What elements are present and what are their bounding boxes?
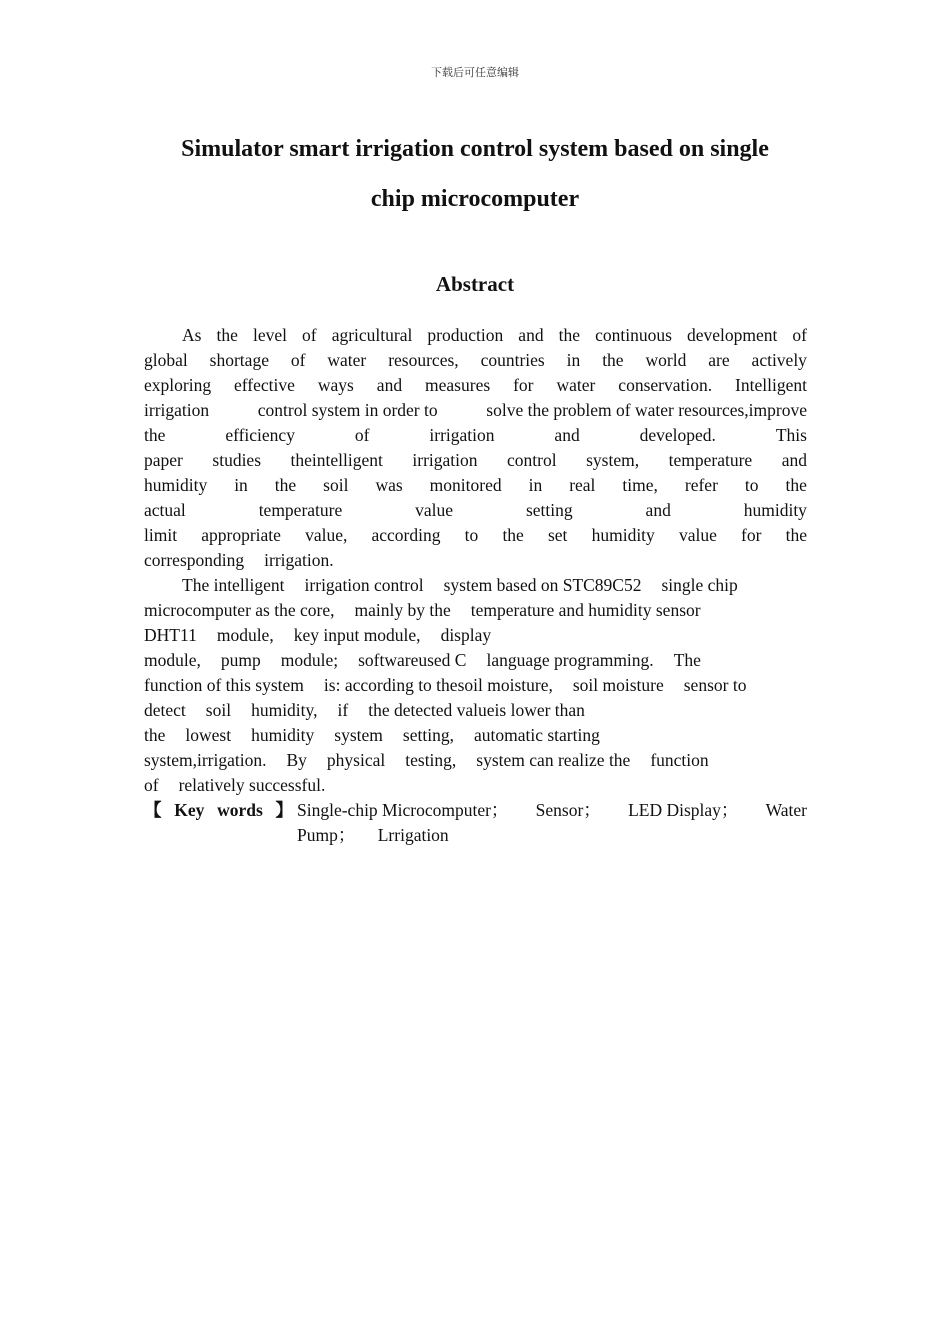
- text-segment: the: [144, 425, 166, 445]
- text-segment: single chip: [661, 575, 738, 595]
- text-segment: production: [427, 325, 504, 345]
- text-segment: agricultural: [331, 325, 413, 345]
- text-segment: and: [518, 325, 544, 345]
- text-segment: according: [371, 525, 441, 545]
- text-segment: level: [252, 325, 287, 345]
- text-segment: if: [337, 700, 349, 720]
- text-segment: the: [216, 325, 238, 345]
- text-segment: shortage: [209, 350, 269, 370]
- text-segment: and: [645, 500, 671, 520]
- text-segment: in: [234, 475, 248, 495]
- text-segment: softwareused C: [358, 650, 467, 670]
- text-segment: are: [708, 350, 730, 370]
- text-segment: lowest: [185, 725, 232, 745]
- text-segment: water: [556, 375, 596, 395]
- text-line: [144, 423, 807, 448]
- text-segment: soil: [323, 475, 349, 495]
- text-line: [144, 498, 807, 523]
- text-segment: refer: [684, 475, 718, 495]
- text-segment: was: [375, 475, 403, 495]
- keywords-label-words: words: [217, 800, 263, 820]
- text-segment: automatic starting: [473, 725, 600, 745]
- text-segment: value,: [305, 525, 348, 545]
- text-segment: effective: [234, 375, 295, 395]
- text-segment: to: [744, 475, 759, 495]
- text-segment: the: [502, 525, 524, 545]
- title-line-2: chip microcomputer: [370, 186, 580, 212]
- text-segment: setting: [525, 500, 573, 520]
- text-segment: resources,: [388, 350, 459, 370]
- keywords-label-close: 】: [275, 800, 293, 820]
- keyword: Pump；: [297, 825, 356, 845]
- text-segment: solve the problem of water resources,improve: [486, 400, 807, 420]
- text-segment: ways: [317, 375, 354, 395]
- text-segment: real: [569, 475, 596, 495]
- text-segment: the: [785, 525, 807, 545]
- text-segment: irrigation: [429, 425, 495, 445]
- text-segment: the: [602, 350, 624, 370]
- text-segment: control system in order to: [257, 400, 438, 420]
- text-segment: of: [302, 325, 317, 345]
- text-segment: system can realize the: [476, 750, 631, 770]
- text-line: [144, 473, 807, 498]
- text-line: [144, 673, 807, 698]
- text-segment: time,: [622, 475, 658, 495]
- keywords-label-key: Key: [174, 800, 205, 820]
- text-segment: humidity: [251, 725, 315, 745]
- text-segment: water: [327, 350, 367, 370]
- text-segment: temperature and humidity sensor: [470, 600, 701, 620]
- keywords-label: [144, 798, 297, 823]
- text-segment: development: [686, 325, 778, 345]
- keyword: Water: [765, 800, 807, 820]
- text-segment: control: [507, 450, 557, 470]
- text-segment: conservation.: [618, 375, 713, 395]
- text-segment: the: [785, 475, 807, 495]
- text-segment: language programming.: [486, 650, 654, 670]
- text-segment: developed.: [639, 425, 716, 445]
- text-segment: actively: [751, 350, 807, 370]
- text-segment: of: [290, 350, 306, 370]
- text-segment: sensor to: [683, 675, 747, 695]
- text-line: [144, 348, 807, 373]
- keyword: Lrrigation: [377, 825, 449, 845]
- text-line: [144, 548, 807, 573]
- text-segment: limit: [144, 525, 178, 545]
- keyword: Sensor；: [535, 800, 601, 820]
- text-line: [144, 623, 807, 648]
- text-segment: value: [415, 500, 454, 520]
- keywords-block: [144, 798, 807, 848]
- text-segment: function of this system: [144, 675, 304, 695]
- text-segment: is: according to thesoil moisture,: [323, 675, 553, 695]
- text-segment: function: [650, 750, 709, 770]
- text-segment: temperature: [668, 450, 753, 470]
- text-segment: system: [334, 725, 383, 745]
- text-segment: world: [645, 350, 687, 370]
- text-segment: for: [741, 525, 762, 545]
- text-segment: humidity: [743, 500, 807, 520]
- text-segment: system,irrigation.: [144, 750, 267, 770]
- text-segment: exploring: [144, 375, 212, 395]
- text-segment: in: [566, 350, 581, 370]
- text-segment: for: [513, 375, 534, 395]
- text-segment: By: [286, 750, 307, 770]
- text-segment: irrigation: [412, 450, 478, 470]
- text-segment: continuous: [595, 325, 672, 345]
- text-segment: humidity,: [251, 700, 318, 720]
- text-segment: module,: [216, 625, 274, 645]
- text-segment: the: [144, 725, 166, 745]
- text-segment: mainly by the: [354, 600, 451, 620]
- keywords-line-2: [144, 823, 807, 848]
- text-segment: value: [678, 525, 717, 545]
- title-line-1: Simulator smart irrigation control system based on single: [181, 136, 769, 162]
- text-segment: countries: [480, 350, 545, 370]
- text-segment: irrigation.: [264, 550, 334, 570]
- text-segment: of: [354, 425, 370, 445]
- text-segment: pump: [220, 650, 261, 670]
- text-segment: system based on STC89C52: [443, 575, 642, 595]
- text-segment: module,: [144, 650, 201, 670]
- text-segment: theintelligent: [290, 450, 383, 470]
- text-segment: of: [792, 325, 807, 345]
- document-title: [140, 124, 810, 224]
- text-segment: As: [182, 325, 202, 345]
- text-line: [144, 773, 807, 798]
- abstract-heading: Abstract: [435, 272, 515, 296]
- text-segment: global: [144, 350, 188, 370]
- abstract-paragraph-2: [144, 573, 807, 798]
- text-line: [144, 573, 807, 598]
- text-segment: temperature: [258, 500, 343, 520]
- text-segment: studies: [212, 450, 262, 470]
- text-segment: to: [464, 525, 479, 545]
- text-line: [144, 698, 807, 723]
- text-line: [144, 723, 807, 748]
- text-line: [144, 398, 807, 423]
- keyword: LED Display；: [628, 800, 739, 820]
- text-segment: and: [376, 375, 403, 395]
- text-line: [144, 323, 807, 348]
- text-line: [144, 598, 807, 623]
- text-segment: The intelligent: [182, 575, 285, 595]
- text-segment: This: [775, 425, 807, 445]
- text-segment: the: [558, 325, 581, 345]
- text-segment: measures: [425, 375, 491, 395]
- text-segment: humidity: [591, 525, 655, 545]
- text-segment: irrigation: [144, 400, 210, 420]
- text-line: [144, 448, 807, 473]
- text-segment: corresponding: [144, 550, 245, 570]
- text-segment: soil moisture: [572, 675, 664, 695]
- text-segment: DHT11: [144, 625, 197, 645]
- text-segment: relatively successful.: [178, 775, 326, 795]
- text-segment: The: [673, 650, 701, 670]
- text-segment: appropriate: [201, 525, 281, 545]
- keywords-line-1: [297, 798, 807, 823]
- text-segment: testing,: [405, 750, 457, 770]
- abstract-paragraph-1: [144, 323, 807, 573]
- keywords-label-open: 【: [144, 800, 162, 820]
- text-segment: the: [274, 475, 297, 495]
- text-segment: setting,: [402, 725, 454, 745]
- text-line: [144, 523, 807, 548]
- text-segment: of: [144, 775, 159, 795]
- text-segment: irrigation control: [304, 575, 424, 595]
- text-segment: module;: [280, 650, 339, 670]
- text-segment: physical: [326, 750, 386, 770]
- keyword: Single-chip Microcomputer；: [297, 800, 509, 820]
- text-segment: soil: [205, 700, 232, 720]
- text-segment: display: [440, 625, 492, 645]
- text-segment: paper: [144, 450, 183, 470]
- text-segment: in: [528, 475, 543, 495]
- text-segment: microcomputer as the core,: [144, 600, 335, 620]
- text-segment: monitored: [429, 475, 502, 495]
- text-segment: and: [554, 425, 580, 445]
- text-segment: system,: [586, 450, 640, 470]
- text-segment: Intelligent: [735, 375, 807, 395]
- text-line: [144, 748, 807, 773]
- header-note: 下载后可任意编辑: [431, 66, 519, 79]
- text-segment: efficiency: [225, 425, 295, 445]
- text-segment: detect: [144, 700, 186, 720]
- abstract-body: [144, 323, 807, 848]
- text-line: [144, 373, 807, 398]
- text-line: [144, 648, 807, 673]
- text-segment: the detected valueis lower than: [368, 700, 585, 720]
- text-segment: and: [781, 450, 807, 470]
- text-segment: set: [547, 525, 568, 545]
- text-segment: key input module,: [293, 625, 421, 645]
- text-segment: actual: [144, 500, 186, 520]
- text-segment: humidity: [144, 475, 208, 495]
